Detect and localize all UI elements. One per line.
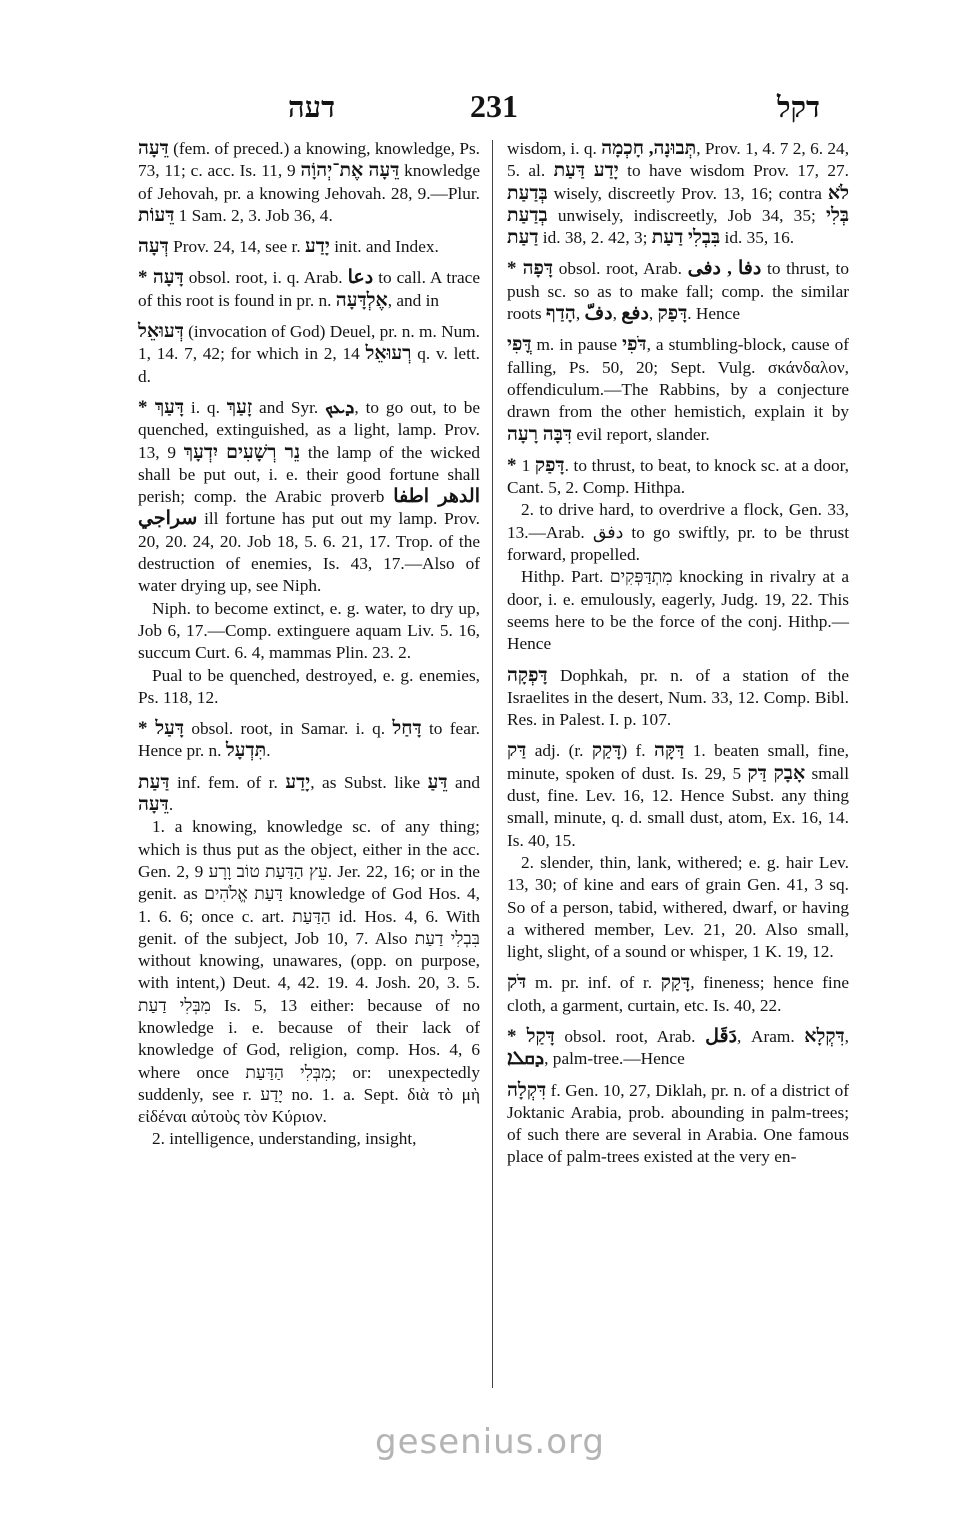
dictionary-entry [507,1026,849,1071]
entry-text: to call. A trace of this root is found in pr. n. [138,268,480,310]
entry-text: ill fortune has put out my lamp. Prov. 20, 20. 24, 20. Job 18, 5. 6. 21, 17. Trop. of the destruction of enemies, Is. 43, 17.—Also of water drying up, see Niph. [138,509,480,596]
entry-headword: * דָּפַק [507,454,565,476]
entry-headword: * דָּקַל [507,1025,555,1047]
entry-text: , palm-tree.—Hence [544,1049,685,1069]
entry-text: obsol. root, in Samar. i. q. [184,719,393,739]
entry-subsense: 2. to drive hard, to overdrive a flock, Gen. 33, 13.—Arab. دفق to go swiftly, pr. to be thrust forward, propelled. [507,500,849,565]
entry-headword: דֳּפִי [507,334,532,356]
entry-headword: * דָּעָה [138,267,184,289]
foreign-word: נֵר רְשָׁעִים יִדְעָךְ [183,441,301,463]
entry-text: init. and Index. [329,237,439,257]
entry-text: (fem. of preced.) a knowing, knowledge, Ps. 73, 11; c. acc. Is. 11, 9 [138,139,480,181]
foreign-word: דֵּעָה אֶת־יְהוָֹה [300,160,400,182]
foreign-word: יָדַע [305,236,330,258]
entry-subsense: Pual to be quenched, destroyed, e. g. enemies, Ps. 118, 12. [138,665,480,707]
foreign-word: בִּבְלִי דַעַת [651,227,721,249]
column-divider [492,140,493,1388]
foreign-word: יָדַע [285,771,311,793]
foreign-word: דֹּפִי [622,334,647,356]
foreign-word: אֶלְדָּעָה [335,289,388,311]
foreign-word: דָּפַק [657,303,688,325]
entry-subsense: 2. intelligence, understanding, insight, [152,1129,417,1149]
dictionary-entry [507,334,849,445]
foreign-word: דֵּעָה [138,794,169,816]
entry-headword: דְּעוּאֵל [138,321,184,343]
entry-text: , to go out, to be quenched, extinguished, as a light, lamp. Prov. 13, 9 [138,397,480,462]
entry-subsense: Hithp. Part. מִתְדַּפְּקִים knocking in rivalry at a door, i. e. emulously, eagerly, Judg. 19, 22. This seems here to be the force of the conj. Hithp.—Hence [507,567,849,654]
entry-text: to thrust, to push sc. so as to make fall; comp. the similar roots [507,259,850,324]
foreign-word: תִּדְעָל [225,740,267,762]
foreign-word: תְּבוּנָה, חָכְמָה [601,138,697,159]
foreign-word: الدهر اطفا سراجي [138,486,480,530]
foreign-word: יָדַע דַּעַת [553,160,619,182]
entry-text: id. 35, 16. [720,228,795,248]
dictionary-entry [138,772,480,1151]
running-head-right: דקל [776,92,820,124]
foreign-word: دَقَل [705,1025,738,1047]
dictionary-entry [507,740,849,963]
foreign-word: دعا [347,267,374,289]
entry-text: small dust, fine. Lev. 16, 12. Hence Subst. any thing small, minute, q. d. small dust, atom, Ex. 16, 14. Is. 40, 15. [507,763,849,850]
entry-text: , Aram. [737,1026,805,1046]
dictionary-entry [507,665,849,732]
entry-text: obsol. root, Arab. [553,259,688,279]
entry-text: to have wisdom Prov. 17, 27. [618,161,849,181]
dictionary-entry [507,1080,849,1169]
entry-text: obsol. root, i. q. Arab. [183,268,348,288]
entry-text: f. Gen. 10, 27, Diklah, pr. n. of a district of Joktanic Arabia, prob. abounding in palm-trees; of such there are several in Arabia. One famous place of palm-trees existed at the very en- [507,1080,849,1167]
foreign-word: דָּחַל [392,718,422,740]
entry-text: , [648,304,658,324]
running-head-left: דעה [288,92,336,124]
entry-text: 1 Sam. 2, 3. Job 36, 4. [174,205,333,225]
entry-headword: דָּפְקָה [507,664,548,686]
entry-text: q. v. lett. d. [138,344,480,386]
right-column [507,138,849,1178]
entry-text: , a stumbling-block, cause of falling, Ps. 50, 20; Sept. Vulg. σκάνδαλον, offendiculum.—The Rabbins, by a conjecture drawn from the other hemistich, explain it by [507,335,849,422]
entry-text: the lamp of the wicked shall be put out, i. e. their good fortune shall perish; comp. the Arabic proverb [138,442,480,507]
foreign-word: דֵּעַ [427,771,448,793]
entry-headword: דְּעָה [138,236,169,258]
foreign-word: דָּקַק [591,740,622,762]
dictionary-entry [507,138,849,249]
foreign-word: דָּקַק [660,972,691,994]
entry-text: obsol. root, Arab. [554,1026,706,1046]
entry-text: unwisely, indiscreetly, Job 34, 35; [547,205,826,225]
entry-text: m. pr. inf. of r. [526,973,661,993]
entry-subsense: 2. slender, thin, lank, withered; e. g. hair Lev. 13, 30; of kine and ears of grain Gen. 41, 3 sq. So of a person, tabid, withered, dwarf, or having a withered member, Lev. 21, 20. Also small, light, slight, of a sound or whisper, 1 K. 19, 12. [507,852,849,962]
entry-subsense: Niph. to become extinct, e. g. water, to dry up, Job 6, 17.—Comp. extinguere aquam Liv. 5. 16, succum Curt. 6. 4, mammas Plin. 23. 2. [138,598,480,663]
foreign-word: דִּקְלָא [804,1025,845,1047]
entry-text: inf. fem. of r. [169,772,286,792]
foreign-word: לֹא בְדַעַת [507,182,849,226]
entry-text: (invocation of God) Deuel, pr. n. m. Num. 1, 14. 7, 42; for which in 2, 14 [138,322,480,364]
dictionary-entry [138,236,480,258]
foreign-word: ܕܥܟ [325,396,355,418]
entry-text: , [575,304,585,324]
entry-text: , and in [387,290,440,310]
entry-text: to fear. Hence pr. n. [138,719,480,761]
watermark: gesenius.org [375,1422,605,1462]
foreign-word: דִּבָּה רָעָה [507,423,572,445]
entry-text: id. 38, 2. 42, 3; [538,228,652,248]
dictionary-entry [507,455,849,656]
entry-subsense: 1. a knowing, knowledge sc. of any thing; which is thus put as the object, either in the acc. Gen. 2, 9 עֵץ הַדַּעַת טוֹב וָרָע. Jer. 22, 16; or in the genit. as דַּעַת אֱלֹהִים knowledge of God Hos. 4, 1. 6. 6; once c. art. הַדַּעַת id. Hos. 4, 6. With genit. of the subject, Job 10, 7. Also בִּבְלִי דַעַת without knowing, unawares, (opp. on purpose, with intent,) Deut. 4, 42. 19. 4. Josh. 20, 3. 5. מִבְּלִי דַעַת Is. 5, 13 either: because of no knowledge i. e. because of their lack of knowledge of God, religion, comp. Hos. 4, 6 where once מִבְּלִי הַדַּעַת; or: unexpectedly suddenly, see r. יָדַע no. 1. a. Sept. διὰ τὸ μὴ εἰδέναι αὐτοὺς τὸν Κύριον. [138,817,480,1127]
dictionary-entry [507,258,849,325]
entry-headword: דַּק [507,740,527,762]
entry-headword: דִּקְלָה [507,1079,547,1101]
foreign-word: دفع [621,303,649,325]
entry-text: , Prov. 1, 4. 7 2, 6. 24, 5. al. [507,139,850,181]
dictionary-entry [138,321,480,388]
entry-text: and Syr. [252,397,326,417]
entry-text: and [447,772,481,792]
entry-text: . [168,795,174,815]
dictionary-entry [507,972,849,1017]
foreign-word: דַּקָּה [654,740,685,762]
entry-headword: דַּעַת [138,771,170,793]
foreign-word: دفّ [584,303,613,325]
foreign-word: دفا , دفى [687,258,762,280]
entry-text: 1. beaten small, fine, minute, spoken of dust. Is. 29, 5 [507,741,849,783]
entry-text: , [612,304,622,324]
entry-text: . [266,741,271,761]
entry-text: , [844,1026,849,1046]
entry-text: Prov. 24, 14, see r. [168,237,305,257]
entry-text: , as Subst. like [310,772,428,792]
dictionary-entry [138,267,480,312]
entry-text: 1. to thrust, to beat, to knock sc. at a door, Cant. 5, 2. Comp. Hithpa. [507,455,850,498]
foreign-word: זָעַךְ [226,396,253,418]
page-number: 231 [470,88,518,124]
foreign-word: הָדַף [545,303,576,325]
entry-text: knowledge of Jehovah, pr. a knowing Jehovah. 28, 9.—Plur. [138,161,480,203]
foreign-word: בְּדַעַת [507,182,548,204]
dictionary-entry [138,397,480,709]
page-header [138,88,850,132]
entry-text: wisdom, i. q. [507,139,602,158]
entry-headword: דֹּק [507,972,527,994]
entry-headword: * דָּעַל [138,718,185,740]
entry-headword: דֵּעָה [138,138,169,159]
entry-text: , fineness; hence fine cloth, a garment, curtain, etc. Is. 40, 22. [507,973,850,1015]
entry-headword: * דָּעַךְ [138,396,185,418]
dictionary-entry [138,718,480,763]
left-column [138,138,480,1160]
foreign-word: רְעוּאֵל [365,343,412,365]
entry-text: wisely, discreetly Prov. 13, 16; contra [547,183,828,203]
entry-text: Dophkah, pr. n. of a station of the Israelites in the desert, Num. 33, 12. Comp. Bibl. Res. in Palest. I. p. 107. [507,665,849,730]
foreign-word: אָבָק דַּק [747,762,806,784]
entry-text: ) f. [621,741,655,761]
foreign-word: ܕܩܠܐ [507,1048,545,1070]
entry-text: m. in pause [531,335,623,355]
entry-text: adj. (r. [526,741,592,761]
entry-headword: * דָּפָה [507,258,554,280]
entry-text: . Hence [687,304,740,324]
foreign-word: בְּלִי דַעַת [507,204,849,249]
entry-text: evil report, slander. [572,424,710,444]
entry-text: i. q. [184,397,227,417]
foreign-word: דֵּעוֹת [138,204,175,226]
dictionary-entry [138,138,480,227]
